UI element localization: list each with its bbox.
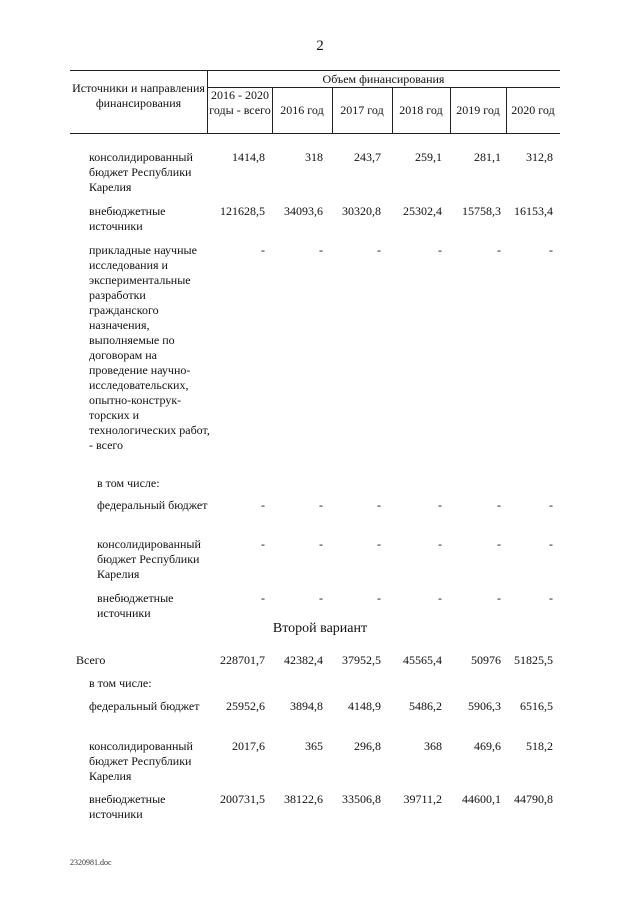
row-value: 33506,8	[342, 792, 381, 806]
row-label: внебюджетные источники	[89, 792, 166, 821]
row-value: 368	[424, 739, 442, 753]
row-value: 50976	[471, 653, 501, 667]
row-label: прикладные научные исследования и экспериментальные разработки гражданского назначения, выполняемые по договорам на проведение научно-исследовательских, опытно-конструк-торских и технологических работ, - всего	[89, 243, 210, 452]
header-year: 2020 год	[511, 103, 555, 117]
row-label: внебюджетные источники	[97, 591, 174, 620]
row-value: 281,1	[474, 150, 501, 164]
row-value: 228701,7	[220, 653, 265, 667]
row-value: -	[319, 498, 323, 512]
row-value: 296,8	[354, 739, 381, 753]
row-label: консолидированный бюджет Республики Карелия	[97, 537, 201, 581]
row-value: -	[438, 498, 442, 512]
row-value: 1414,8	[232, 150, 265, 164]
row-value: 45565,4	[403, 653, 442, 667]
row-value: 518,2	[526, 739, 553, 753]
row-value: 30320,8	[342, 204, 381, 218]
row-value: -	[377, 591, 381, 605]
header-sources: Источники и направления финансирования	[72, 81, 205, 110]
row-value: 243,7	[354, 150, 381, 164]
row-value: 312,8	[526, 150, 553, 164]
row-value: 5906,3	[468, 699, 501, 713]
row-value: 4148,9	[348, 699, 381, 713]
header-year: 2019 год	[456, 103, 500, 117]
row-value: 25302,4	[403, 204, 442, 218]
row-value: 469,6	[474, 739, 501, 753]
table-header	[70, 70, 560, 134]
header-funding-volume: Объем финансирования	[322, 72, 445, 86]
row-value: -	[261, 591, 265, 605]
row-value: 121628,5	[220, 204, 265, 218]
row-value: -	[549, 537, 553, 551]
row-value: -	[549, 591, 553, 605]
row-value: -	[497, 498, 501, 512]
row-value: -	[377, 537, 381, 551]
row-value: 51825,5	[514, 653, 553, 667]
row-value: 365	[305, 739, 323, 753]
section-title: Второй вариант	[272, 621, 368, 636]
row-value: -	[438, 591, 442, 605]
row-value: -	[438, 243, 442, 257]
row-value: 259,1	[415, 150, 442, 164]
row-label: федеральный бюджет	[97, 498, 208, 512]
header-year: 2018 год	[399, 103, 443, 117]
row-value: -	[319, 537, 323, 551]
row-label: консолидированный бюджет Республики Карелия	[89, 739, 193, 783]
row-label: федеральный бюджет	[89, 699, 200, 713]
row-value: 44600,1	[462, 792, 501, 806]
row-value: -	[377, 243, 381, 257]
row-value: -	[438, 537, 442, 551]
row-value: 44790,8	[514, 792, 553, 806]
row-value: 200731,5	[220, 792, 265, 806]
row-value: 38122,6	[284, 792, 323, 806]
row-value: -	[549, 243, 553, 257]
row-value: -	[549, 498, 553, 512]
row-value: 2017,6	[232, 739, 265, 753]
row-value: -	[319, 243, 323, 257]
row-value: -	[377, 498, 381, 512]
row-value: 42382,4	[284, 653, 323, 667]
row-value: 3894,8	[290, 699, 323, 713]
row-label: внебюджетные источники	[89, 204, 166, 233]
row-value: -	[497, 537, 501, 551]
row-label: в том числе:	[97, 476, 160, 490]
row-value: 37952,5	[342, 653, 381, 667]
header-bottom-rule	[70, 133, 560, 134]
page-number: 2	[316, 38, 324, 54]
footer-filename: 2320981.doc	[70, 858, 112, 867]
row-value: -	[497, 243, 501, 257]
row-value: 318	[305, 150, 323, 164]
row-value: 16153,4	[514, 204, 553, 218]
row-value: -	[319, 591, 323, 605]
row-value: 6516,5	[520, 699, 553, 713]
header-year: 2016 год	[280, 103, 324, 117]
row-value: -	[261, 498, 265, 512]
row-label: в том числе:	[89, 676, 152, 690]
row-value: -	[261, 537, 265, 551]
row-value: -	[261, 243, 265, 257]
header-year: 2017 год	[340, 103, 384, 117]
row-value: 15758,3	[462, 204, 501, 218]
row-value: 34093,6	[284, 204, 323, 218]
row-value: 39711,2	[403, 792, 442, 806]
row-label: консолидированный бюджет Республики Карелия	[89, 150, 193, 194]
header-total: 2016 - 2020 годы - всего	[209, 88, 271, 117]
row-label: Всего	[76, 653, 106, 667]
row-value: 25952,6	[226, 699, 265, 713]
row-value: 5486,2	[409, 699, 442, 713]
row-value: -	[497, 591, 501, 605]
header-top-rule	[70, 70, 560, 71]
